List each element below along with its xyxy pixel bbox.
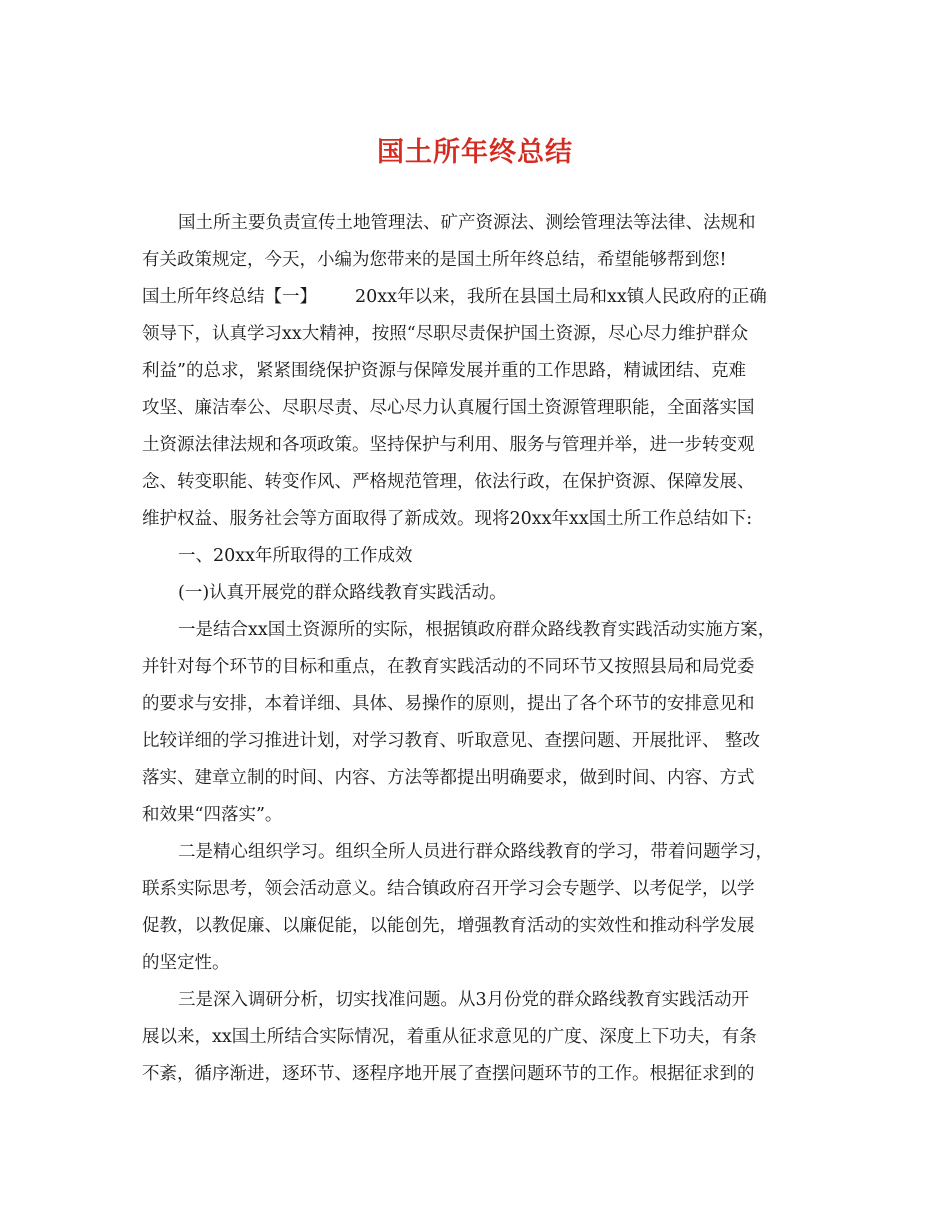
- paragraph-line: 和效果“四落实”。: [142, 805, 283, 825]
- paragraph-line: 落实、建章立制的时间、内容、方法等都提出明确要求，做到时间、内容、方式: [142, 768, 755, 788]
- paragraph-line: 土资源法律法规和各项政策。坚持保护与利用、服务与管理并举，进一步转变观: [142, 435, 755, 455]
- section-heading: 国土所年终总结【一】: [142, 287, 317, 307]
- intro-line: 有关政策规定，今天，小编为您带来的是国土所年终总结，希望能够帮到您!: [142, 250, 727, 270]
- paragraph-line: 利益”的总求，紧紧围绕保护资源与保障发展并重的工作思路，精诚团结、克难: [142, 361, 746, 381]
- heading-level-2: (一)认真开展党的群众路线教育实践活动。: [178, 583, 507, 603]
- paragraph-line: 维护权益、服务社会等方面取得了新成效。现将20xx年xx国土所工作总结如下:: [142, 509, 753, 529]
- paragraph-first-line: 二是精心组织学习。组织全所人员进行群众路线教育的学习，带着问题学习，: [178, 842, 773, 862]
- paragraph-line: 不紊，循序渐进，逐环节、逐程序地开展了查摆问题环节的工作。根据征求到的: [142, 1064, 755, 1084]
- document-title: 国土所年终总结: [377, 137, 573, 168]
- section-heading-line: [142, 279, 812, 316]
- paragraph-line: 比较详细的学习推进计划，对学习教育、听取意见、查摆问题、开展批评、 整改: [142, 731, 761, 751]
- section-first-line: 20xx年以来，我所在县国土局和xx镇人民政府的正确: [355, 287, 767, 307]
- paragraph-line: 的要求与安排，本着详细、具体、易操作的原则，提出了各个环节的安排意见和: [142, 694, 755, 714]
- paragraph-line: 联系实际思考，领会活动意义。结合镇政府召开学习会专题学、以考促学，以学: [142, 879, 755, 899]
- paragraph-line: 攻坚、廉洁奉公、尽职尽责、尽心尽力认真履行国土资源管理职能，全面落实国: [142, 398, 755, 418]
- intro-line: 国土所主要负责宣传土地管理法、矿产资源法、测绘管理法等法律、法规和: [178, 213, 756, 233]
- paragraph-line: 领导下，认真学习xx大精神，按照“尽职尽责保护国土资源，尽心尽力维护群众: [142, 324, 749, 344]
- paragraph-first-line: 一是结合xx国土资源所的实际，根据镇政府群众路线教育实践活动实施方案，: [178, 620, 776, 640]
- heading-level-1: 一、20xx年所取得的工作成效: [178, 546, 413, 566]
- paragraph-line: 展以来，xx国土所结合实际情况，着重从征求意见的广度、深度上下功夫，有条: [142, 1027, 757, 1047]
- paragraph-line: 的坚定性。: [142, 953, 230, 973]
- paragraph-line: 促教，以教促廉、以廉促能，以能创先，增强教育活动的实效性和推动科学发展: [142, 916, 755, 936]
- paragraph-line: 并针对每个环节的目标和重点，在教育实践活动的不同环节又按照县局和局党委: [142, 657, 755, 677]
- paragraph-first-line: 三是深入调研分析，切实找准问题。从3月份党的群众路线教育实践活动开: [178, 990, 750, 1010]
- paragraph-line: 念、转变职能、转变作风、严格规范管理，依法行政，在保护资源、保障发展、: [142, 472, 755, 492]
- document-body: [142, 205, 812, 1093]
